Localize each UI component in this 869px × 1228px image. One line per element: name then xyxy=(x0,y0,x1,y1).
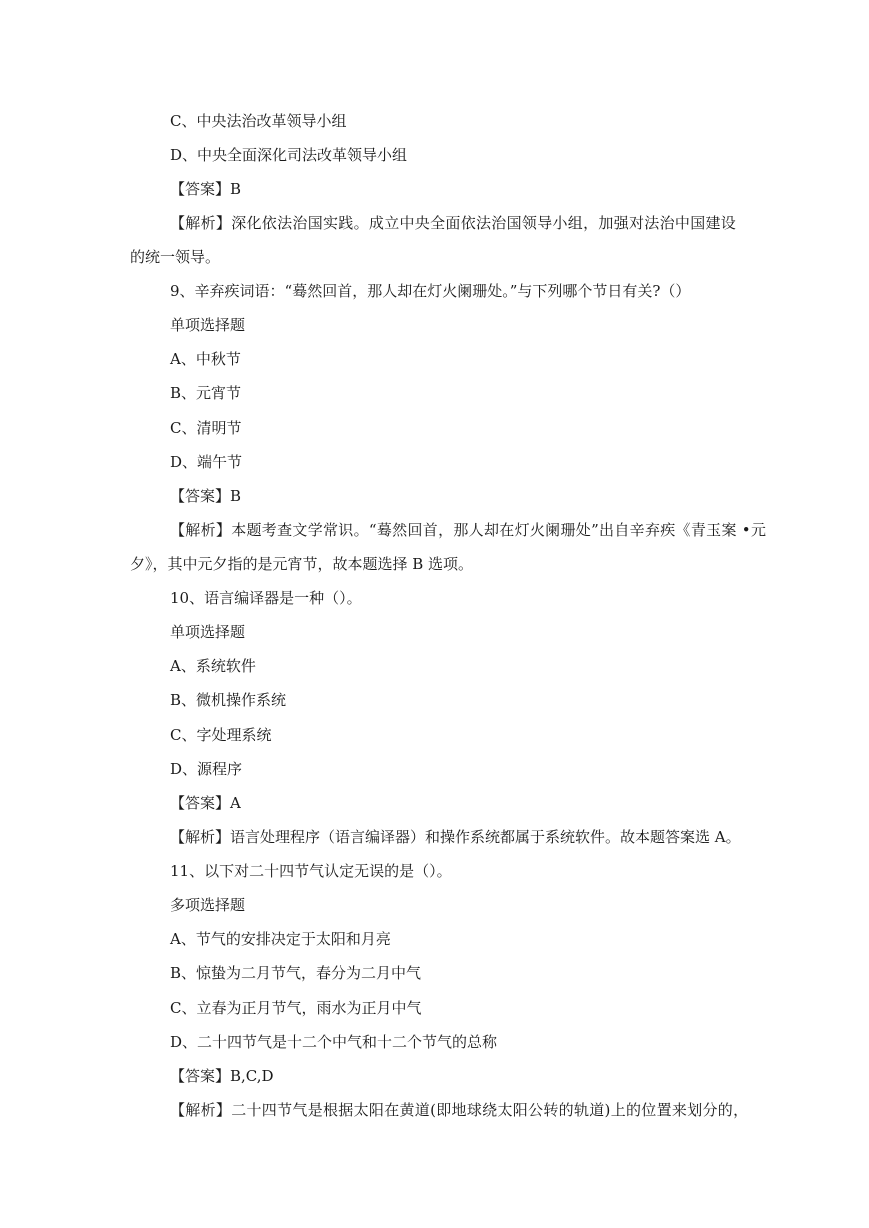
q8-answer: 【答案】B xyxy=(170,180,242,198)
q8-option-c: C、中央法治改革领导小组 xyxy=(170,112,347,130)
q10-explanation: 【解析】语言处理程序（语言编译器）和操作系统都属于系统软件。故本题答案选 A。 xyxy=(170,828,741,846)
q9-type: 单项选择题 xyxy=(170,316,246,334)
q11-answer: 【答案】B,C,D xyxy=(170,1067,274,1085)
q11-option-c: C、立春为正月节气，雨水为正月中气 xyxy=(170,999,422,1017)
q11-option-a: A、节气的安排决定于太阳和月亮 xyxy=(170,930,391,948)
q9-explanation-line-1: 【解析】本题考查文学常识。“蓦然回首，那人却在灯火阑珊处”出自辛弃疾《青玉案 •元 xyxy=(170,521,767,539)
q10-answer: 【答案】A xyxy=(170,794,241,812)
q9-option-a: A、中秋节 xyxy=(170,350,241,368)
q10-option-a: A、系统软件 xyxy=(170,657,256,675)
q11-explanation-line-1: 【解析】二十四节气是根据太阳在黄道(即地球绕太阳公转的轨道)上的位置来划分的， xyxy=(170,1101,749,1119)
q10-option-d: D、源程序 xyxy=(170,760,243,778)
q9-explanation-line-2: 夕》，其中元夕指的是元宵节，故本题选择 B 选项。 xyxy=(130,555,474,573)
q11-type: 多项选择题 xyxy=(170,896,246,914)
q9-option-c: C、清明节 xyxy=(170,419,242,437)
q11-option-d: D、二十四节气是十二个中气和十二个节气的总称 xyxy=(170,1033,498,1051)
q11-question: 11、以下对二十四节气认定无误的是（）。 xyxy=(170,862,452,880)
q10-question: 10、语言编译器是一种（）。 xyxy=(170,589,362,607)
q10-option-c: C、字处理系统 xyxy=(170,726,272,744)
q9-answer: 【答案】B xyxy=(170,487,242,505)
q11-option-b: B、惊蛰为二月节气，春分为二月中气 xyxy=(170,964,422,982)
q8-explanation-line-2: 的统一领导。 xyxy=(130,248,221,266)
q8-option-d: D、中央全面深化司法改革领导小组 xyxy=(170,146,408,164)
q8-explanation-line-1: 【解析】深化依法治国实践。成立中央全面依法治国领导小组，加强对法治中国建设 xyxy=(170,214,737,232)
q9-option-d: D、端午节 xyxy=(170,453,243,471)
q9-question: 9、辛弃疾词语：“蓦然回首，那人却在灯火阑珊处。”与下列哪个节日有关?（） xyxy=(170,282,691,300)
q9-option-b: B、元宵节 xyxy=(170,384,242,402)
q10-option-b: B、微机操作系统 xyxy=(170,691,287,709)
q10-type: 单项选择题 xyxy=(170,623,246,641)
